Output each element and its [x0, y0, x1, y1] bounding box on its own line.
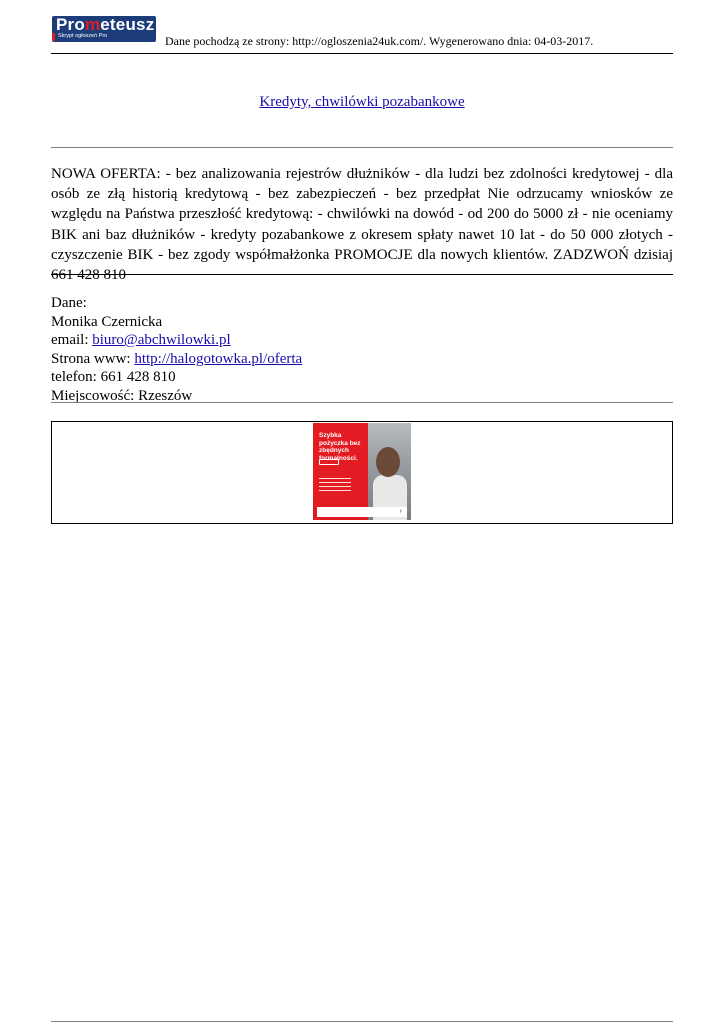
- ad-bullet-line: [319, 482, 351, 483]
- chevron-right-icon: ›: [399, 508, 402, 515]
- prometeusz-logo: [52, 16, 156, 42]
- www-label: Strona www:: [51, 350, 135, 367]
- phone-label: telefon:: [51, 369, 101, 385]
- logo-tagline: Skrypt ogłoszeń Pro: [58, 33, 108, 39]
- listing-title: [51, 94, 673, 111]
- phone-value: 661 428 810: [100, 369, 176, 385]
- ad-headline: Szybka pożyczka bez zbędnych formalności.: [319, 432, 361, 462]
- ad-bullet-line: [319, 490, 351, 491]
- contact-details: [51, 294, 302, 405]
- logo-accent-bar: [52, 33, 55, 41]
- email-label: email:: [51, 332, 93, 348]
- ad-bullet-list: [319, 478, 351, 494]
- listing-title-link[interactable]: Kredyty, chwilówki pozabankowe: [259, 94, 465, 110]
- ad-frame: [51, 421, 673, 524]
- ad-bullet-line: [319, 486, 351, 487]
- footer-divider: [51, 1021, 673, 1022]
- ad-person-head: [376, 447, 400, 477]
- source-info: Dane pochodzą ze strony: http://ogloszenia24uk.com/. Wygenerowano dnia: 04-03-2017.: [165, 34, 594, 48]
- ad-small-button[interactable]: [319, 459, 339, 465]
- logo-wordmark: Prometeusz: [56, 16, 155, 34]
- city-value: Rzeszów: [138, 387, 193, 404]
- ad-bullet-line: [319, 478, 351, 479]
- contact-email-row: [51, 331, 302, 350]
- email-link[interactable]: biuro@abchwilowki.pl: [92, 332, 231, 348]
- divider: [51, 274, 673, 275]
- ad-cta-button[interactable]: [317, 507, 407, 517]
- listing-description: NOWA OFERTA: - bez analizowania rejestrów dłużników - dla ludzi bez zdolności kredytowej - dla osób ze złą historią kredytową - bez zabezpieczeń - bez przedpłat Nie odrzucamy wniosków ze względu na Państwa przeszłość kredytową: - chwilówki na dowód - od 200 do 5000 zł - nie oceniamy BIK ani baz dłużników - kredyty pozabankowe z okresem spłaty nawet 10 lat - do 50 000 złotych - czyszczenie BIK - bez zgody współmałżonka PROMOCJE dla nowych klientów. ZADZWOŃ dzisiaj 661 428 810: [51, 166, 673, 284]
- contact-www-row: [51, 350, 302, 369]
- page-header: [51, 14, 673, 54]
- contact-name: Monika Czernicka: [51, 313, 163, 330]
- city-label: Miejscowość:: [51, 387, 139, 404]
- loan-ad-banner[interactable]: [313, 423, 411, 520]
- divider: [51, 147, 673, 148]
- contact-heading: Dane:: [51, 295, 87, 311]
- contact-phone-row: [51, 368, 302, 387]
- divider: [51, 402, 673, 403]
- www-link[interactable]: http://halogotowka.pl/oferta: [134, 350, 303, 367]
